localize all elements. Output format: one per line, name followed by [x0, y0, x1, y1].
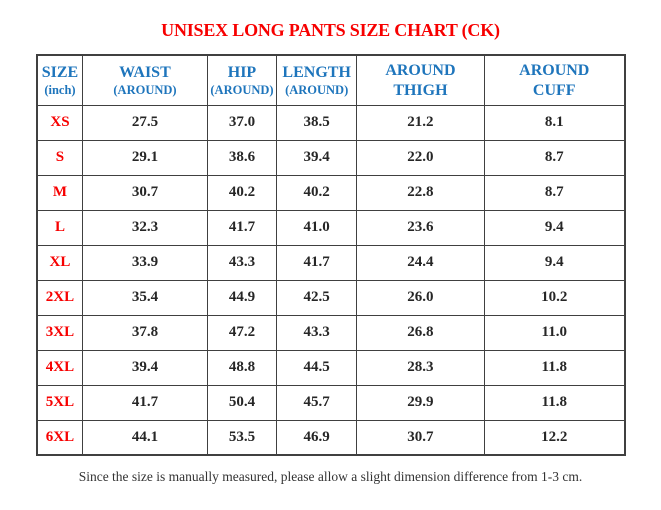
size-cell: 3XL [37, 315, 83, 350]
value-cell: 23.6 [356, 210, 484, 245]
value-cell: 40.2 [277, 175, 356, 210]
value-cell: 32.3 [83, 210, 207, 245]
header-cell-length [277, 55, 356, 105]
value-cell: 41.7 [83, 385, 207, 420]
value-cell: 50.4 [207, 385, 277, 420]
value-cell: 27.5 [83, 105, 207, 140]
size-cell: 6XL [37, 420, 83, 455]
header-cell-waist [83, 55, 207, 105]
value-cell: 24.4 [356, 245, 484, 280]
header-cell-hip [207, 55, 277, 105]
value-cell: 22.8 [356, 175, 484, 210]
header-cell-size [37, 55, 83, 105]
value-cell: 22.0 [356, 140, 484, 175]
size-cell: 5XL [37, 385, 83, 420]
table-body [37, 105, 625, 455]
header-cell-around_thigh [356, 55, 484, 105]
header-label: SIZE [41, 63, 79, 81]
table-row [37, 245, 625, 280]
size-cell: 2XL [37, 280, 83, 315]
value-cell: 43.3 [277, 315, 356, 350]
value-cell: 11.8 [485, 350, 625, 385]
table-header [37, 55, 625, 105]
header-sublabel: (AROUND) [285, 82, 349, 97]
table-row [37, 105, 625, 140]
value-cell: 30.7 [356, 420, 484, 455]
value-cell: 12.2 [485, 420, 625, 455]
value-cell: 38.6 [207, 140, 277, 175]
table-row [37, 420, 625, 455]
value-cell: 8.7 [485, 140, 625, 175]
header-label: AROUND [519, 61, 590, 79]
value-cell: 9.4 [485, 210, 625, 245]
value-cell: 10.2 [485, 280, 625, 315]
size-cell: XL [37, 245, 83, 280]
table-row [37, 315, 625, 350]
table-row [37, 280, 625, 315]
value-cell: 44.1 [83, 420, 207, 455]
value-cell: 35.4 [83, 280, 207, 315]
size-chart-table [36, 54, 626, 456]
value-cell: 46.9 [277, 420, 356, 455]
value-cell: 38.5 [277, 105, 356, 140]
size-cell: 4XL [37, 350, 83, 385]
value-cell: 41.0 [277, 210, 356, 245]
page-title: UNISEX LONG PANTS SIZE CHART (CK) [161, 20, 500, 40]
header-cell-around_cuff [485, 55, 625, 105]
header-row [37, 55, 625, 105]
header-sublabel: (inch) [44, 82, 76, 97]
value-cell: 41.7 [277, 245, 356, 280]
size-cell: M [37, 175, 83, 210]
value-cell: 40.2 [207, 175, 277, 210]
size-cell: S [37, 140, 83, 175]
table-row [37, 175, 625, 210]
header-label: HIP [227, 63, 257, 81]
header-label: AROUND [385, 61, 456, 79]
value-cell: 45.7 [277, 385, 356, 420]
value-cell: 30.7 [83, 175, 207, 210]
value-cell: 8.7 [485, 175, 625, 210]
header-sublabel: THIGH [393, 81, 448, 99]
header-sublabel: (AROUND) [210, 82, 274, 97]
table-row [37, 210, 625, 245]
footer-note: Since the size is manually measured, please allow a slight dimension difference from 1-3 cm. [78, 469, 583, 484]
value-cell: 11.8 [485, 385, 625, 420]
header-sublabel: (AROUND) [113, 82, 177, 97]
value-cell: 37.0 [207, 105, 277, 140]
header-sublabel: CUFF [532, 81, 576, 99]
header-label: WAIST [119, 63, 171, 81]
value-cell: 39.4 [277, 140, 356, 175]
value-cell: 53.5 [207, 420, 277, 455]
value-cell: 29.9 [356, 385, 484, 420]
table-row [37, 140, 625, 175]
size-cell: L [37, 210, 83, 245]
value-cell: 9.4 [485, 245, 625, 280]
value-cell: 11.0 [485, 315, 625, 350]
table-row [37, 385, 625, 420]
value-cell: 37.8 [83, 315, 207, 350]
value-cell: 48.8 [207, 350, 277, 385]
value-cell: 43.3 [207, 245, 277, 280]
value-cell: 29.1 [83, 140, 207, 175]
value-cell: 47.2 [207, 315, 277, 350]
header-label: LENGTH [282, 63, 351, 81]
value-cell: 26.0 [356, 280, 484, 315]
value-cell: 44.9 [207, 280, 277, 315]
value-cell: 39.4 [83, 350, 207, 385]
size-cell: XS [37, 105, 83, 140]
value-cell: 8.1 [485, 105, 625, 140]
value-cell: 41.7 [207, 210, 277, 245]
value-cell: 26.8 [356, 315, 484, 350]
value-cell: 42.5 [277, 280, 356, 315]
value-cell: 44.5 [277, 350, 356, 385]
value-cell: 33.9 [83, 245, 207, 280]
table-row [37, 350, 625, 385]
value-cell: 21.2 [356, 105, 484, 140]
value-cell: 28.3 [356, 350, 484, 385]
